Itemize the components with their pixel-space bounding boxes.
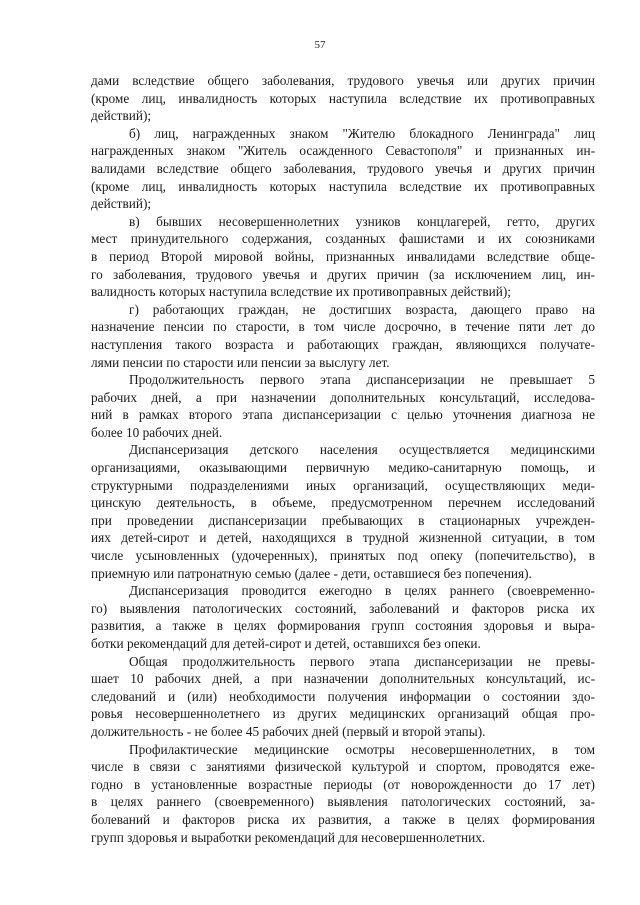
text-line: цинскую деятельность, в объеме, предусмотренном перечнем исследований [91, 495, 595, 511]
text-line: числе усыновленных (удочеренных), принятых под опеку (попечительство), в [91, 548, 595, 564]
text-line: должительность - не более 45 рабочих дней (первый и второй этапы). [91, 723, 486, 739]
text-line: развития, а также в целях формирования групп состояния здоровья и выра- [91, 618, 595, 634]
text-line: следований и (или) необходимости получения информации о состоянии здо- [91, 688, 595, 704]
text-line: рабочих дней, а при назначении дополнительных консультаций, исследова- [91, 389, 595, 405]
text-line: валидами вследствие общего заболевания, трудового увечья и других причин [91, 160, 595, 176]
text-line: в) бывших несовершеннолетних узников концлагерей, гетто, других [129, 213, 595, 229]
text-line: Диспансеризация проводится ежегодно в целях раннего (своевременно- [129, 583, 595, 599]
text-line: при проведении диспансеризации пребывающих в стационарных учрежден- [91, 512, 595, 528]
text-line: групп здоровья и выработки рекомендаций для несовершеннолетних. [91, 829, 486, 845]
text-line: го заболевания, трудового увечья и других причин (за исключением лиц, ин- [91, 266, 595, 282]
text-line: в период Второй мировой войны, признанных инвалидами вследствие обще- [91, 248, 595, 264]
text-line: валидность которых наступила вследствие их противоправных действий); [91, 284, 511, 300]
text-line: мест принудительного содержания, созданных фашистами и их союзниками [91, 231, 595, 247]
text-line: б) лиц, награжденных знаком "Жителю блокадного Ленинграда" лиц [129, 125, 595, 141]
text-line: иях детей-сирот и детей, находящихся в трудной жизненной ситуации, в том [91, 530, 595, 546]
text-line: (кроме лиц, инвалидность которых наступила вследствие их противоправных [91, 178, 595, 194]
text-line: наступления такого возраста и работающих граждан, являющихся получате- [91, 336, 595, 352]
text-line: го) выявления патологических состояний, заболеваний и факторов риска их [91, 600, 595, 616]
text-line: Диспансеризация детского населения осуществляется медицинскими [129, 442, 595, 458]
text-line: лями пенсии по старости или пенсии за выслугу лет. [91, 354, 390, 370]
text-line: назначение пенсии по старости, в том числе досрочно, в течение пяти лет до [91, 319, 595, 335]
document-body [91, 72, 595, 846]
text-line: дами вследствие общего заболевания, трудового увечья или других причин [91, 73, 595, 88]
text-line: годно в установленные возрастные периоды (от новорожденности до 17 лет) [91, 776, 595, 792]
text-line: награжденных знаком "Житель осажденного Севастополя" и признанных ин- [91, 143, 595, 159]
text-line: шает 10 рабочих дней, а при назначении дополнительных консультаций, ис- [91, 671, 595, 687]
text-line: Профилактические медицинские осмотры несовершеннолетних, в том [129, 741, 595, 757]
text-line: действий); [91, 196, 152, 212]
text-line: приемную или патронатную семью (далее - дети, оставшиеся без попечения). [91, 565, 532, 581]
text-line: ровья несовершеннолетнего из других медицинских организаций общая про- [91, 706, 595, 722]
text-line: действий); [91, 108, 152, 124]
text-line: Общая продолжительность первого этапа диспансеризации не превы- [129, 653, 595, 669]
text-line: (кроме лиц, инвалидность которых наступила вследствие их противоправных [91, 90, 595, 106]
page-number: 57 [314, 39, 326, 51]
text-line: г) работающих граждан, не достигших возраста, дающего право на [129, 301, 595, 317]
text-line: ботки рекомендаций для детей-сирот и детей, оставшихся без опеки. [91, 636, 481, 651]
text-line: ний в рамках второго этапа диспансеризации с целью уточнения диагноза не [91, 407, 595, 423]
text-line: в целях раннего (своевременного) выявления патологических состояний, за- [91, 794, 595, 810]
text-line: Продолжительность первого этапа диспансеризации не превышает 5 [129, 372, 595, 388]
text-line: организациями, оказывающими первичную медико-санитарную помощь, и [91, 460, 595, 476]
text-line: болеваний и факторов риска их развития, а также в целях формирования [91, 811, 595, 827]
text-line: числе в связи с занятиями физической культурой и спортом, проводятся еже- [91, 759, 595, 775]
text-line: структурными подразделениями иных организаций, осуществляющих меди- [91, 477, 595, 493]
text-line: более 10 рабочих дней. [91, 424, 223, 440]
